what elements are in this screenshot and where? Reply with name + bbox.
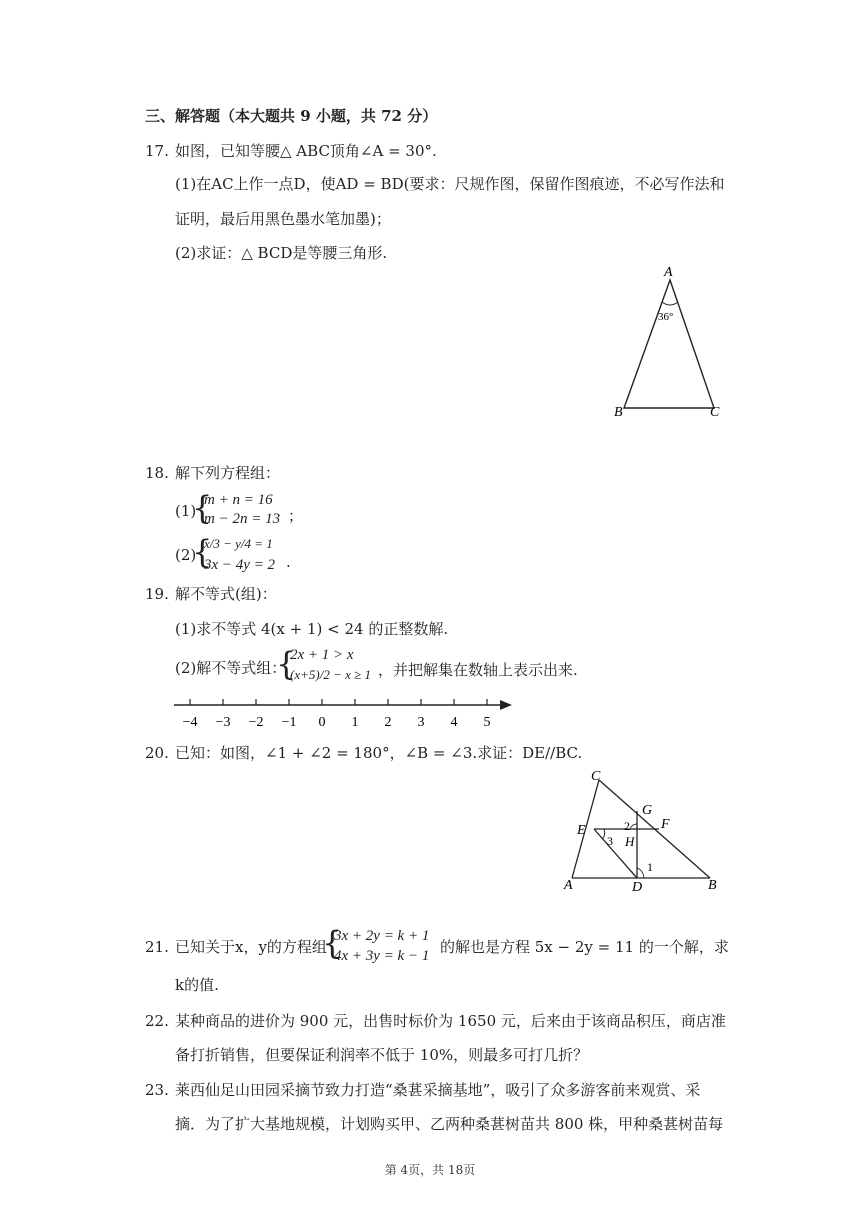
label-b: B bbox=[614, 405, 623, 420]
angle-2-arc bbox=[630, 824, 637, 829]
question-22-line2: 备打折销售，但要保证利润率不低于 10%，则最多可打几折？ bbox=[175, 1046, 589, 1064]
q21-brace: { bbox=[322, 924, 343, 962]
label-angle-3: 3 bbox=[607, 834, 613, 848]
q18-part1-brace: { bbox=[192, 489, 213, 527]
parallel-lines-figure bbox=[558, 764, 733, 894]
label-e: E bbox=[577, 823, 586, 838]
angle-1-arc bbox=[637, 868, 644, 878]
q18-part2-eq2: 3x − 4y = 2 bbox=[204, 557, 276, 573]
q19-part2-brace: { bbox=[276, 645, 297, 683]
q21-eq1: 3x + 2y = k + 1 bbox=[334, 928, 430, 944]
apex-angle-arc bbox=[662, 302, 678, 305]
question-18-number: 18. bbox=[145, 464, 169, 482]
question-18-stem: 解下列方程组： bbox=[175, 464, 281, 482]
q18-part1-label: (1) bbox=[175, 502, 197, 520]
question-21-number: 21. bbox=[145, 938, 169, 956]
question-17-stem: 如图，已知等腰△ ABC顶角∠A = 30°. bbox=[175, 142, 437, 160]
question-20-number: 20. bbox=[145, 744, 169, 762]
q18-part2-end: . bbox=[286, 553, 291, 571]
q18-part2-eq1: x/3 − y/4 = 1 bbox=[204, 536, 273, 551]
q18-part2-label: (2) bbox=[175, 546, 197, 564]
label-angle-2: 2 bbox=[624, 819, 630, 833]
label-a: A bbox=[664, 265, 673, 280]
page-footer: 第 4页，共 18页 bbox=[384, 1163, 476, 1177]
number-line-label: −3 bbox=[215, 715, 231, 730]
q18-part1-end: ； bbox=[288, 507, 304, 525]
q18-part2-brace: { bbox=[192, 533, 213, 571]
label-h: H bbox=[625, 834, 635, 849]
label-a: A bbox=[564, 878, 573, 893]
question-23-line2: 摘．为了扩大基地规模，计划购买甲、乙两种桑葚树苗共 800 株，甲种桑葚树苗每 bbox=[175, 1115, 724, 1133]
label-d: D bbox=[632, 880, 643, 894]
number-line-label: −4 bbox=[182, 715, 198, 730]
label-b: B bbox=[708, 878, 717, 893]
triangle-abc bbox=[624, 280, 714, 408]
number-line-label: 1 bbox=[351, 715, 359, 730]
label-g: G bbox=[642, 803, 653, 818]
number-line-label: −2 bbox=[248, 715, 264, 730]
question-23-line1: 莱西仙足山田园采摘节致力打造“桑葚采摘基地”，吸引了众多游客前来观赏、采 bbox=[175, 1081, 701, 1099]
q19-part2-eq1: 2x + 1 > x bbox=[290, 647, 354, 663]
question-17-number: 17. bbox=[145, 142, 169, 160]
number-line-arrow bbox=[500, 700, 512, 710]
number-line-label: −1 bbox=[281, 715, 297, 730]
number-line-label: 0 bbox=[318, 715, 326, 730]
q19-part2-eq2: (x+5)/2 − x ≥ 1 bbox=[290, 667, 371, 682]
section-header: 三、解答题（本大题共 9 小题，共 72 分） bbox=[145, 107, 438, 125]
angle-label: 36° bbox=[658, 311, 674, 323]
question-17-part2: (2)求证：△ BCD是等腰三角形. bbox=[175, 244, 388, 262]
number-line bbox=[172, 692, 517, 732]
label-angle-1: 1 bbox=[647, 860, 653, 874]
label-f: F bbox=[661, 817, 670, 832]
question-21-line2: k的值. bbox=[175, 976, 219, 994]
q18-part1-eq1: m + n = 16 bbox=[204, 492, 273, 508]
isosceles-triangle-figure bbox=[600, 262, 730, 422]
question-22-line1: 某种商品的进价为 900 元，出售时标价为 1650 元，后来由于该商品积压，商店准 bbox=[175, 1012, 726, 1030]
question-21-post: 的解也是方程 5x − 2y = 11 的一个解，求 bbox=[440, 938, 729, 956]
number-line-label: 4 bbox=[450, 715, 458, 730]
question-23-number: 23. bbox=[145, 1081, 169, 1099]
label-c: C bbox=[591, 769, 601, 784]
q19-part2-label: (2)解不等式组： bbox=[175, 659, 287, 677]
angle-3-arc bbox=[602, 829, 605, 839]
question-21-pre: 已知关于x，y的方程组 bbox=[175, 938, 327, 956]
q18-part1-eq2: m − 2n = 13 bbox=[204, 511, 281, 527]
question-19-number: 19. bbox=[145, 585, 169, 603]
number-line-label: 5 bbox=[483, 715, 491, 730]
question-19-stem: 解不等式(组)： bbox=[175, 585, 277, 603]
q19-part2-end: ，并把解集在数轴上表示出来. bbox=[378, 661, 578, 679]
number-line-label: 3 bbox=[417, 715, 425, 730]
q21-eq2: 4x + 3y = k − 1 bbox=[334, 948, 430, 964]
number-line-label: 2 bbox=[384, 715, 392, 730]
question-17-part1-line2: 证明，最后用黑色墨水笔加墨)； bbox=[175, 210, 391, 228]
question-22-number: 22. bbox=[145, 1012, 169, 1030]
question-20-stem: 已知：如图，∠1 + ∠2 = 180°，∠B = ∠3.求证：DE//BC. bbox=[175, 744, 583, 762]
label-c: C bbox=[710, 405, 720, 420]
question-17-part1-line1: (1)在AC上作一点D，使AD = BD(要求：尺规作图，保留作图痕迹，不必写作法和 bbox=[175, 175, 725, 193]
question-19-part1: (1)求不等式 4(x + 1) < 24 的正整数解. bbox=[175, 620, 449, 638]
